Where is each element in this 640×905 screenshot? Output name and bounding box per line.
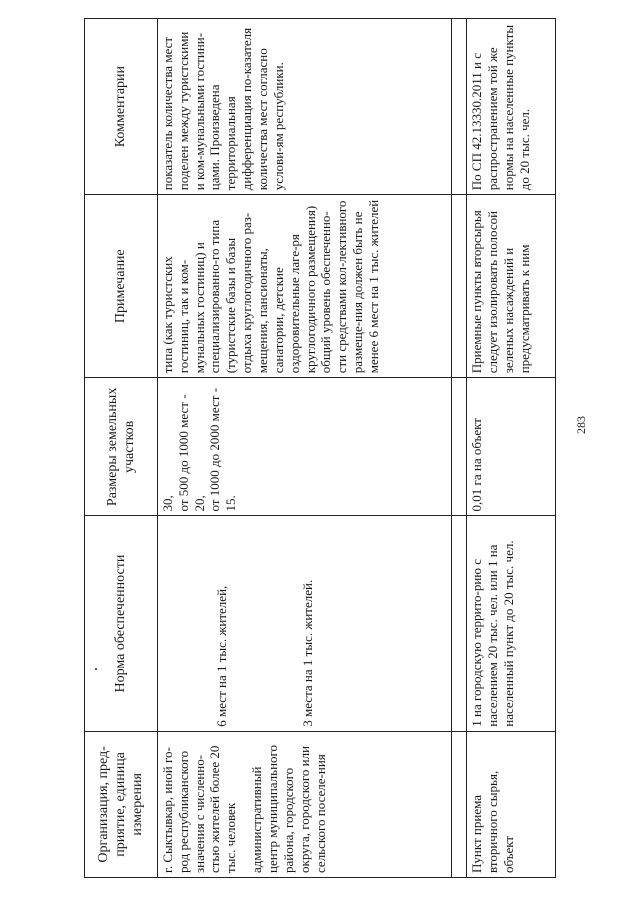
standards-table: [84, 18, 556, 878]
org-admin-center: административный центр муниципального района, городского округа, городского или сельского поселе-ния: [249, 744, 328, 873]
header-comment: Комментарии: [85, 19, 158, 195]
cell-size: [157, 378, 451, 516]
size-line: от 1000 до 2000 мест - 15.: [207, 387, 239, 512]
table-row: [467, 19, 556, 878]
cell-org: [157, 731, 451, 877]
size-line: 30,: [159, 495, 175, 512]
norm-3: 3 места на 1 тыс. жителей.: [299, 579, 315, 727]
cell-note: Приемные пункты вторсырья следует изолировать полосой зеленых насаждений и предусматривать к ним: [467, 195, 556, 378]
cell-comment: показатель количества мест поделен между туристскими и ком-мунальными гостини-цами. Произведена территориальная дифференциация по-казателя количества мест согласно услови-ям республики.: [157, 19, 451, 195]
header-note: Примечание: [85, 195, 158, 378]
org-city: г. Сыктывкар, иной го-род республиканского значения с численно-стью жителей более 20 тыс. человек: [159, 745, 239, 873]
cell-norm: 1 на городскую террито-рию с населением 20 тыс. чел. или 1 на населенный пункт до 20 тыс. чел.: [467, 516, 556, 731]
table-row: [157, 19, 451, 878]
cell-size: 0,01 га на объект: [467, 378, 556, 516]
header-size: Размеры земельных участков: [85, 378, 158, 516]
cell-org: Пункт приема вторичного сырья, объект: [467, 731, 556, 877]
header-org: Организация, пред-приятие, единица измерения: [85, 731, 158, 877]
cell-norm: [157, 516, 451, 731]
size-line: от 500 до 1000 мест - 20,: [175, 394, 207, 512]
rotated-table-container: [84, 18, 556, 878]
cell-note: типа (как туристских гостиниц, так и ком-мунальных гостиниц) и специализированно-го типа (туристские базы и базы отдыха круглогодичного раз-мещения, пансионаты, санатории, детские оздоровительные лаге-ря круглогодичного размещения) общий уровень обеспеченно-сти средствами кол-лективного размеще-ния должен быть не менее 6 мест на 1 тыс. жителей: [157, 195, 451, 378]
table-spacer-row: [451, 19, 467, 878]
cell-comment: По СП 42.13330.2011 и с распространением той же нормы на населенные пункты до 20 тыс. чел.: [467, 19, 556, 195]
norm-6: 6 мест на 1 тыс. жителей,: [213, 585, 229, 727]
header-norm: Норма обеспеченности: [85, 516, 158, 731]
page-number: 283: [574, 416, 588, 434]
header-row: [85, 19, 158, 878]
